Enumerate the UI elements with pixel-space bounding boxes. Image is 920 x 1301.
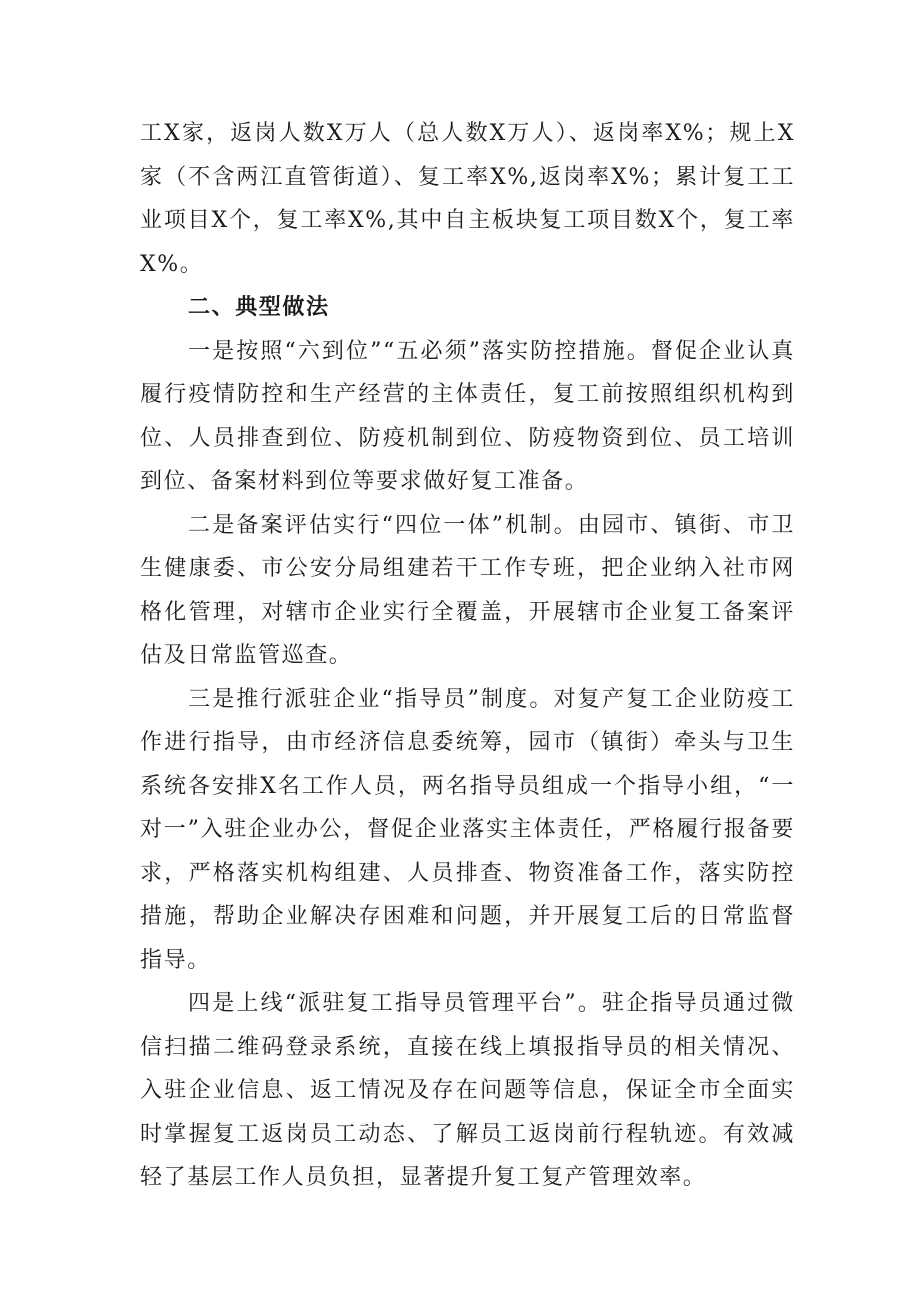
- item-body-2: 由园市、镇街、市卫生健康委、市公安分局组建若干工作专班，把企业纳入社市网格化管理，对辖市企业实行全覆盖，开展辖市企业复工备案评估及日常监管巡查。: [140, 512, 795, 668]
- item-paragraph-2: [140, 504, 795, 678]
- section-heading: 二、典型做法: [188, 295, 330, 320]
- item-lead-1: 一是按照“六到位”“五必须”落实防控措施。: [188, 338, 651, 364]
- document-body: [140, 112, 795, 1200]
- item-body-3: 对复产复工企业防疫工作进行指导，由市经济信息委统筹，园市（镇街）牵头与卫生系统各安排X名工作人员，两名指导员组成一个指导小组，“一对一”入驻企业办公，督促企业落实主体责任，严格履行报备要求，严格落实机构组建、人员排查、物资准备工作，落实防控措施，帮助企业解决存困难和问题，并开展复工后的日常监督指导。: [140, 686, 795, 973]
- item-lead-2: 二是备案评估实行“四位一体”机制。: [188, 512, 578, 538]
- item-paragraph-4: [140, 982, 795, 1200]
- item-body-4: 驻企指导员通过微信扫描二维码登录系统，直接在线上填报指导员的相关情况、入驻企业信息、返工情况及存在问题等信息，保证全市全面实时掌握复工返岗员工动态、了解员工返岗前行程轨迹。有效减轻了基层工作人员负担，显著提升复工复产管理效率。: [140, 991, 796, 1190]
- item-paragraph-3: [140, 678, 795, 983]
- item-paragraph-1: [140, 330, 795, 504]
- item-lead-3: 三是推行派驻企业“指导员”制度。: [188, 686, 554, 712]
- continuation-paragraph: 工X家，返岗人数X万人（总人数X万人）、返岗率X%；规上X家（不含两江直管街道）、复工率X%,返岗率X%；累计复工工业项目X个，复工率X%,其中自主板块复工项目数X个，复工率X%。: [140, 121, 795, 277]
- item-body-1: 督促企业认真履行疫情防控和生产经营的主体责任，复工前按照组织机构到位、人员排查到位、防疫机制到位、防疫物资到位、员工培训到位、备案材料到位等要求做好复工准备。: [140, 338, 795, 494]
- item-lead-4: 四是上线“派驻复工指导员管理平台”。: [188, 991, 603, 1016]
